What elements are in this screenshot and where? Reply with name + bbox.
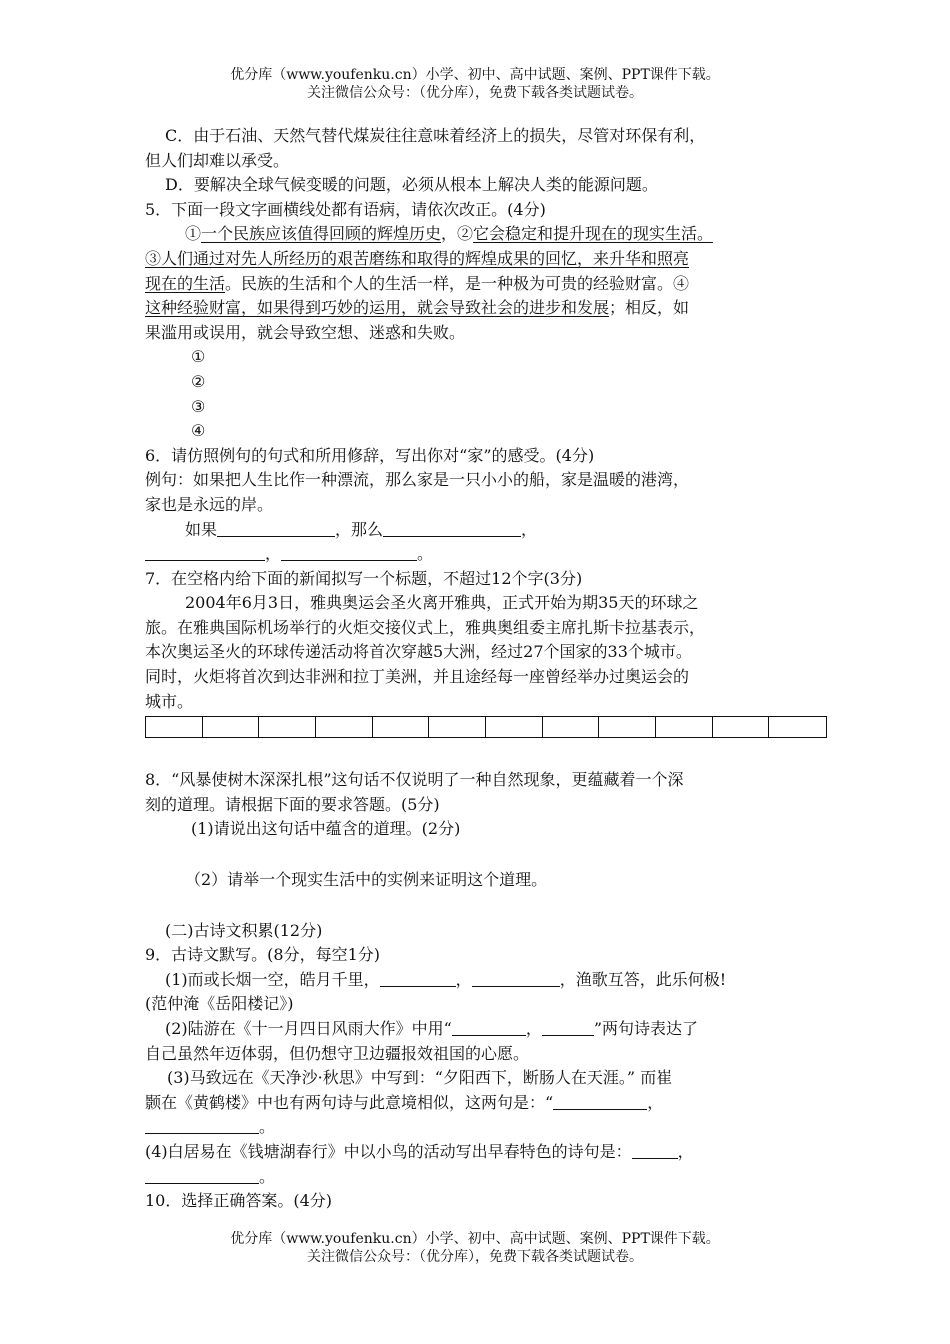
q7-title-grid[interactable] [145,716,827,738]
q7-news-line5: 城市。 [145,691,194,711]
q5-answer-3: ③ [191,396,206,416]
q5-passage-line1 [145,222,820,247]
q6-title: 6．请仿照例句的句式和所用修辞，写出你对“家”的感受。(4分) [145,445,595,465]
q9-part2-text-a: (2)陆游在《十一月四日风雨大作》中用“ [165,1019,452,1038]
q6-blank-1[interactable] [217,520,335,537]
q9-part3-line3 [145,1115,820,1140]
section-ancient-poetry: (二)古诗文积累(12分) [165,920,323,940]
q7-grid-cell[interactable] [599,717,656,737]
q5-answer-1: ① [191,347,206,367]
q9-blank-5[interactable] [553,1093,647,1110]
q5-answer-4: ④ [191,421,206,441]
q6-example-line1: 例句：如果把人生比作一种漂流，那么家是一只小小的船，家是温暖的港湾， [145,470,690,490]
q5-sentence-3a: ③人们通过对先人所经历的艰苦磨练和取得的辉煌成果的回忆，来升华和照亮 [145,248,690,268]
q7-news-line2: 旅。在雅典国际机场举行的火炬交接仪式上，雅典奥组委主席扎斯卡拉基表示， [145,617,706,637]
q9-part4-line1 [145,1140,820,1165]
q6-answer-line2 [145,542,820,567]
q5-sentence-3b: 现在的生活 [145,273,226,293]
q6-blank-4[interactable] [281,544,417,561]
header-line-2: 关注微信公众号：（优分库），免费下载各类试题试卷。 [307,85,643,101]
page-header [0,66,950,102]
q6-comma-2: ， [265,544,282,564]
q9-part3-text-c: ， [647,1092,664,1112]
page-footer [0,1230,950,1266]
q9-part3-line2 [145,1091,820,1116]
q9-title: 9．古诗文默写。(8分，每空1分) [145,945,381,965]
q5-middle-text: 。民族的生活和个人的生活一样，是一种极为可贵的经验财富。④ [225,273,690,293]
q7-grid-cell[interactable] [146,717,203,737]
q7-grid-cell[interactable] [713,717,770,737]
q6-if-label: 如果 [185,519,218,539]
q9-part2-text-b: ， [525,1019,542,1038]
q9-part2-text-c: ”两句诗表达了 [593,1019,699,1038]
q9-part4-end: 。 [259,1166,276,1186]
q6-answer-line1 [145,518,820,543]
q6-then-label: ，那么 [335,519,384,539]
q9-part4-line2 [145,1165,820,1190]
q9-blank-4[interactable] [542,1019,594,1036]
q9-part1-line [145,968,820,993]
q9-blank-8[interactable] [145,1167,259,1184]
q7-news-line4: 同时，火炬将首次到达非洲和拉丁美洲，并且途经每一座曾经举办过奥运会的 [145,667,690,687]
q7-grid-cell[interactable] [486,717,543,737]
q9-part3-text-b: 颢在《黄鹤楼》中也有两句诗与此意境相似，这两句是：“ [145,1092,554,1112]
q5-passage-line4 [145,296,820,321]
q6-period: 。 [417,544,434,564]
q8-sub-question-2: （2）请举一个现实生活中的实例来证明这个道理。 [185,870,548,890]
q7-grid-cell[interactable] [373,717,430,737]
q5-tail-text: ；相反，如 [609,298,690,318]
footer-line-1: 优分库（www.youfenku.cn）小学、初中、高中试题、案例、PPT课件下载。 [230,1231,720,1247]
q9-part3-line1: (3)马致远在《天净沙·秋思》中写到：“夕阳西下，断肠人在天涯。” 而崔 [167,1068,673,1088]
q9-part1-text-a: (1)而或长烟一空，皓月千里， [165,969,380,989]
q7-grid-cell[interactable] [656,717,713,737]
footer-line-2: 关注微信公众号：（优分库），免费下载各类试题试卷。 [307,1249,643,1265]
q5-marker-2: ，② [441,224,474,244]
q9-blank-3[interactable] [452,1019,526,1036]
q5-sentence-1: 一个民族应该值得回顾的辉煌历史 [201,224,442,244]
q9-part1-source: (范仲淹《岳阳楼记》) [145,994,294,1014]
q7-grid-cell[interactable] [203,717,260,737]
q5-sentence-4: 这种经验财富，如果得到巧妙的运用，就会导致社会的进步和发展 [145,298,610,318]
q7-news-line3: 本次奥运圣火的环球传递活动将首次穿越5大洲，经过27个国家的33个城市。 [145,642,692,662]
q9-part4-text-a: (4)白居易在《钱塘湖春行》中以小鸟的活动写出早春特色的诗句是： [145,1141,632,1161]
q5-sentence-2: 它会稳定和提升现在的现实生活。 [473,224,714,244]
q7-grid-cell[interactable] [259,717,316,737]
q7-grid-cell[interactable] [543,717,600,737]
q9-blank-1[interactable] [380,970,456,987]
q10-title: 10．选择正确答案。(4分) [145,1191,333,1211]
q9-part1-text-b: ， [455,969,472,989]
q8-sub-question-1: (1)请说出这句话中蕴含的道理。(2分) [191,819,461,839]
q9-blank-2[interactable] [472,970,560,987]
q7-title: 7．在空格内给下面的新闻拟写一个标题，不超过12个字(3分) [145,568,583,588]
q5-marker-1: ① [185,224,202,244]
q6-comma: ， [521,519,538,539]
q9-part1-text-c: ，渔歌互答，此乐何极! [559,969,727,989]
q9-part2-line [145,1017,820,1042]
q7-grid-cell[interactable] [429,717,486,737]
q4-option-c-line2: 但人们却难以承受。 [145,150,290,170]
q6-example-line2: 家也是永远的岸。 [145,494,274,514]
q7-grid-cell[interactable] [769,717,826,737]
q5-answer-2: ② [191,371,206,391]
q5-passage-line3 [145,272,820,297]
q6-blank-2[interactable] [383,520,521,537]
q7-grid-cell[interactable] [316,717,373,737]
q8-title-line2: 刻的道理。请根据下面的要求答题。(5分) [145,794,440,814]
q4-option-c-line1: C．由于石油、天然气替代煤炭往往意味着经济上的损失，尽管对环保有利， [165,126,706,145]
q7-news-line1: 2004年6月3日，雅典奥运会圣火离开雅典，正式开始为期35天的环球之 [185,593,699,613]
q6-blank-3[interactable] [145,544,265,561]
q4-option-d: D．要解决全球气候变暖的问题，必须从根本上解决人类的能源问题。 [165,175,658,195]
q8-title-line1: 8．“风暴使树木深深扎根”这句话不仅说明了一种自然现象，更蕴藏着一个深 [145,770,684,790]
exam-content [145,124,820,1214]
q9-part4-text-b: ， [677,1141,694,1161]
q5-passage-line5: 果滥用或误用，就会导致空想、迷惑和失败。 [145,322,466,342]
q5-passage-line2 [145,247,820,272]
q9-part3-end: 。 [259,1117,276,1137]
q9-blank-7[interactable] [632,1142,678,1159]
q5-title: 5．下面一段文字画横线处都有语病，请依次改正。(4分) [145,199,546,219]
header-line-1: 优分库（www.youfenku.cn）小学、初中、高中试题、案例、PPT课件下载。 [230,67,720,83]
q9-part2-line2: 自己虽然年迈体弱，但仍想守卫边疆报效祖国的心愿。 [145,1043,530,1063]
q9-blank-6[interactable] [145,1117,259,1134]
